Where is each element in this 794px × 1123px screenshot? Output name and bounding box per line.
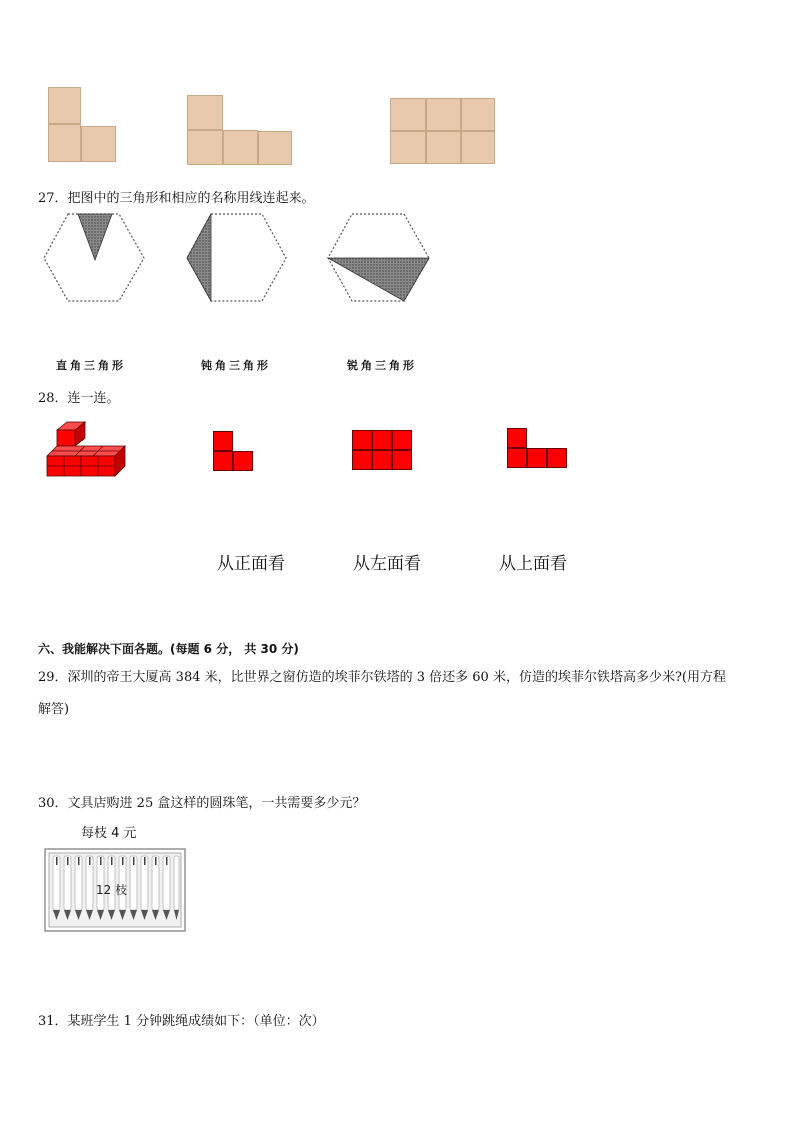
question-27-text: 27．把图中的三角形和相应的名称用线连起来。 — [38, 191, 315, 206]
view-square — [392, 450, 412, 470]
question-31-text: 31．某班学生 1 分钟跳绳成绩如下：（单位：次） — [38, 1014, 325, 1029]
tile-square — [426, 98, 461, 131]
tile-square — [461, 98, 495, 131]
view-top-label: 从上面看 — [499, 554, 567, 574]
cube-stack-3d — [44, 418, 130, 480]
view-square — [213, 451, 233, 471]
view-square — [352, 430, 372, 450]
question-30-text: 30．文具店购进 25 盒这样的圆珠笔，一共需要多少元？ — [38, 796, 366, 811]
label-right-triangle: 直角三角形 — [56, 359, 126, 372]
view-square — [233, 451, 253, 471]
pen-price-label: 每枝 4 元 — [81, 826, 137, 841]
tile-square — [81, 126, 116, 162]
tile-square — [187, 95, 223, 130]
tile-square — [426, 131, 461, 164]
tile-square — [223, 130, 258, 165]
view-square — [213, 431, 233, 451]
view-square — [547, 448, 567, 468]
view-square — [527, 448, 547, 468]
label-obtuse-triangle: 钝角三角形 — [201, 359, 271, 372]
shaded-triangle-2 — [187, 214, 211, 301]
shaded-triangle-3 — [328, 258, 429, 301]
question-29-line2: 解答) — [38, 702, 70, 717]
view-square — [507, 428, 527, 448]
pen-count-label: 12 枝 — [96, 883, 128, 897]
tile-square — [187, 130, 223, 165]
section-6-title: 六、我能解决下面各题。(每题 6 分， 共 30 分) — [38, 642, 299, 656]
hexagon-3 — [328, 214, 429, 301]
view-square — [372, 450, 392, 470]
hexagon-figures — [40, 210, 460, 310]
tile-square — [390, 98, 426, 131]
tile-square — [390, 131, 426, 164]
pen-box-image — [44, 848, 186, 932]
tile-square — [258, 131, 292, 165]
view-square — [507, 448, 527, 468]
tile-square — [48, 87, 81, 124]
tile-square — [48, 124, 81, 162]
view-square — [392, 430, 412, 450]
question-29-line1: 29．深圳的帝王大厦高 384 米，比世界之窗仿造的埃菲尔铁塔的 3 倍还多 60 米，仿造的埃菲尔铁塔高多少米?(用方程 — [38, 670, 727, 685]
view-left-label: 从左面看 — [353, 554, 421, 574]
shaded-triangle-1 — [78, 214, 112, 260]
label-acute-triangle: 锐角三角形 — [347, 359, 417, 372]
question-28-text: 28．连一连。 — [38, 391, 120, 406]
view-front-label: 从正面看 — [217, 554, 285, 574]
view-square — [352, 450, 372, 470]
view-square — [372, 430, 392, 450]
tile-square — [461, 131, 495, 164]
